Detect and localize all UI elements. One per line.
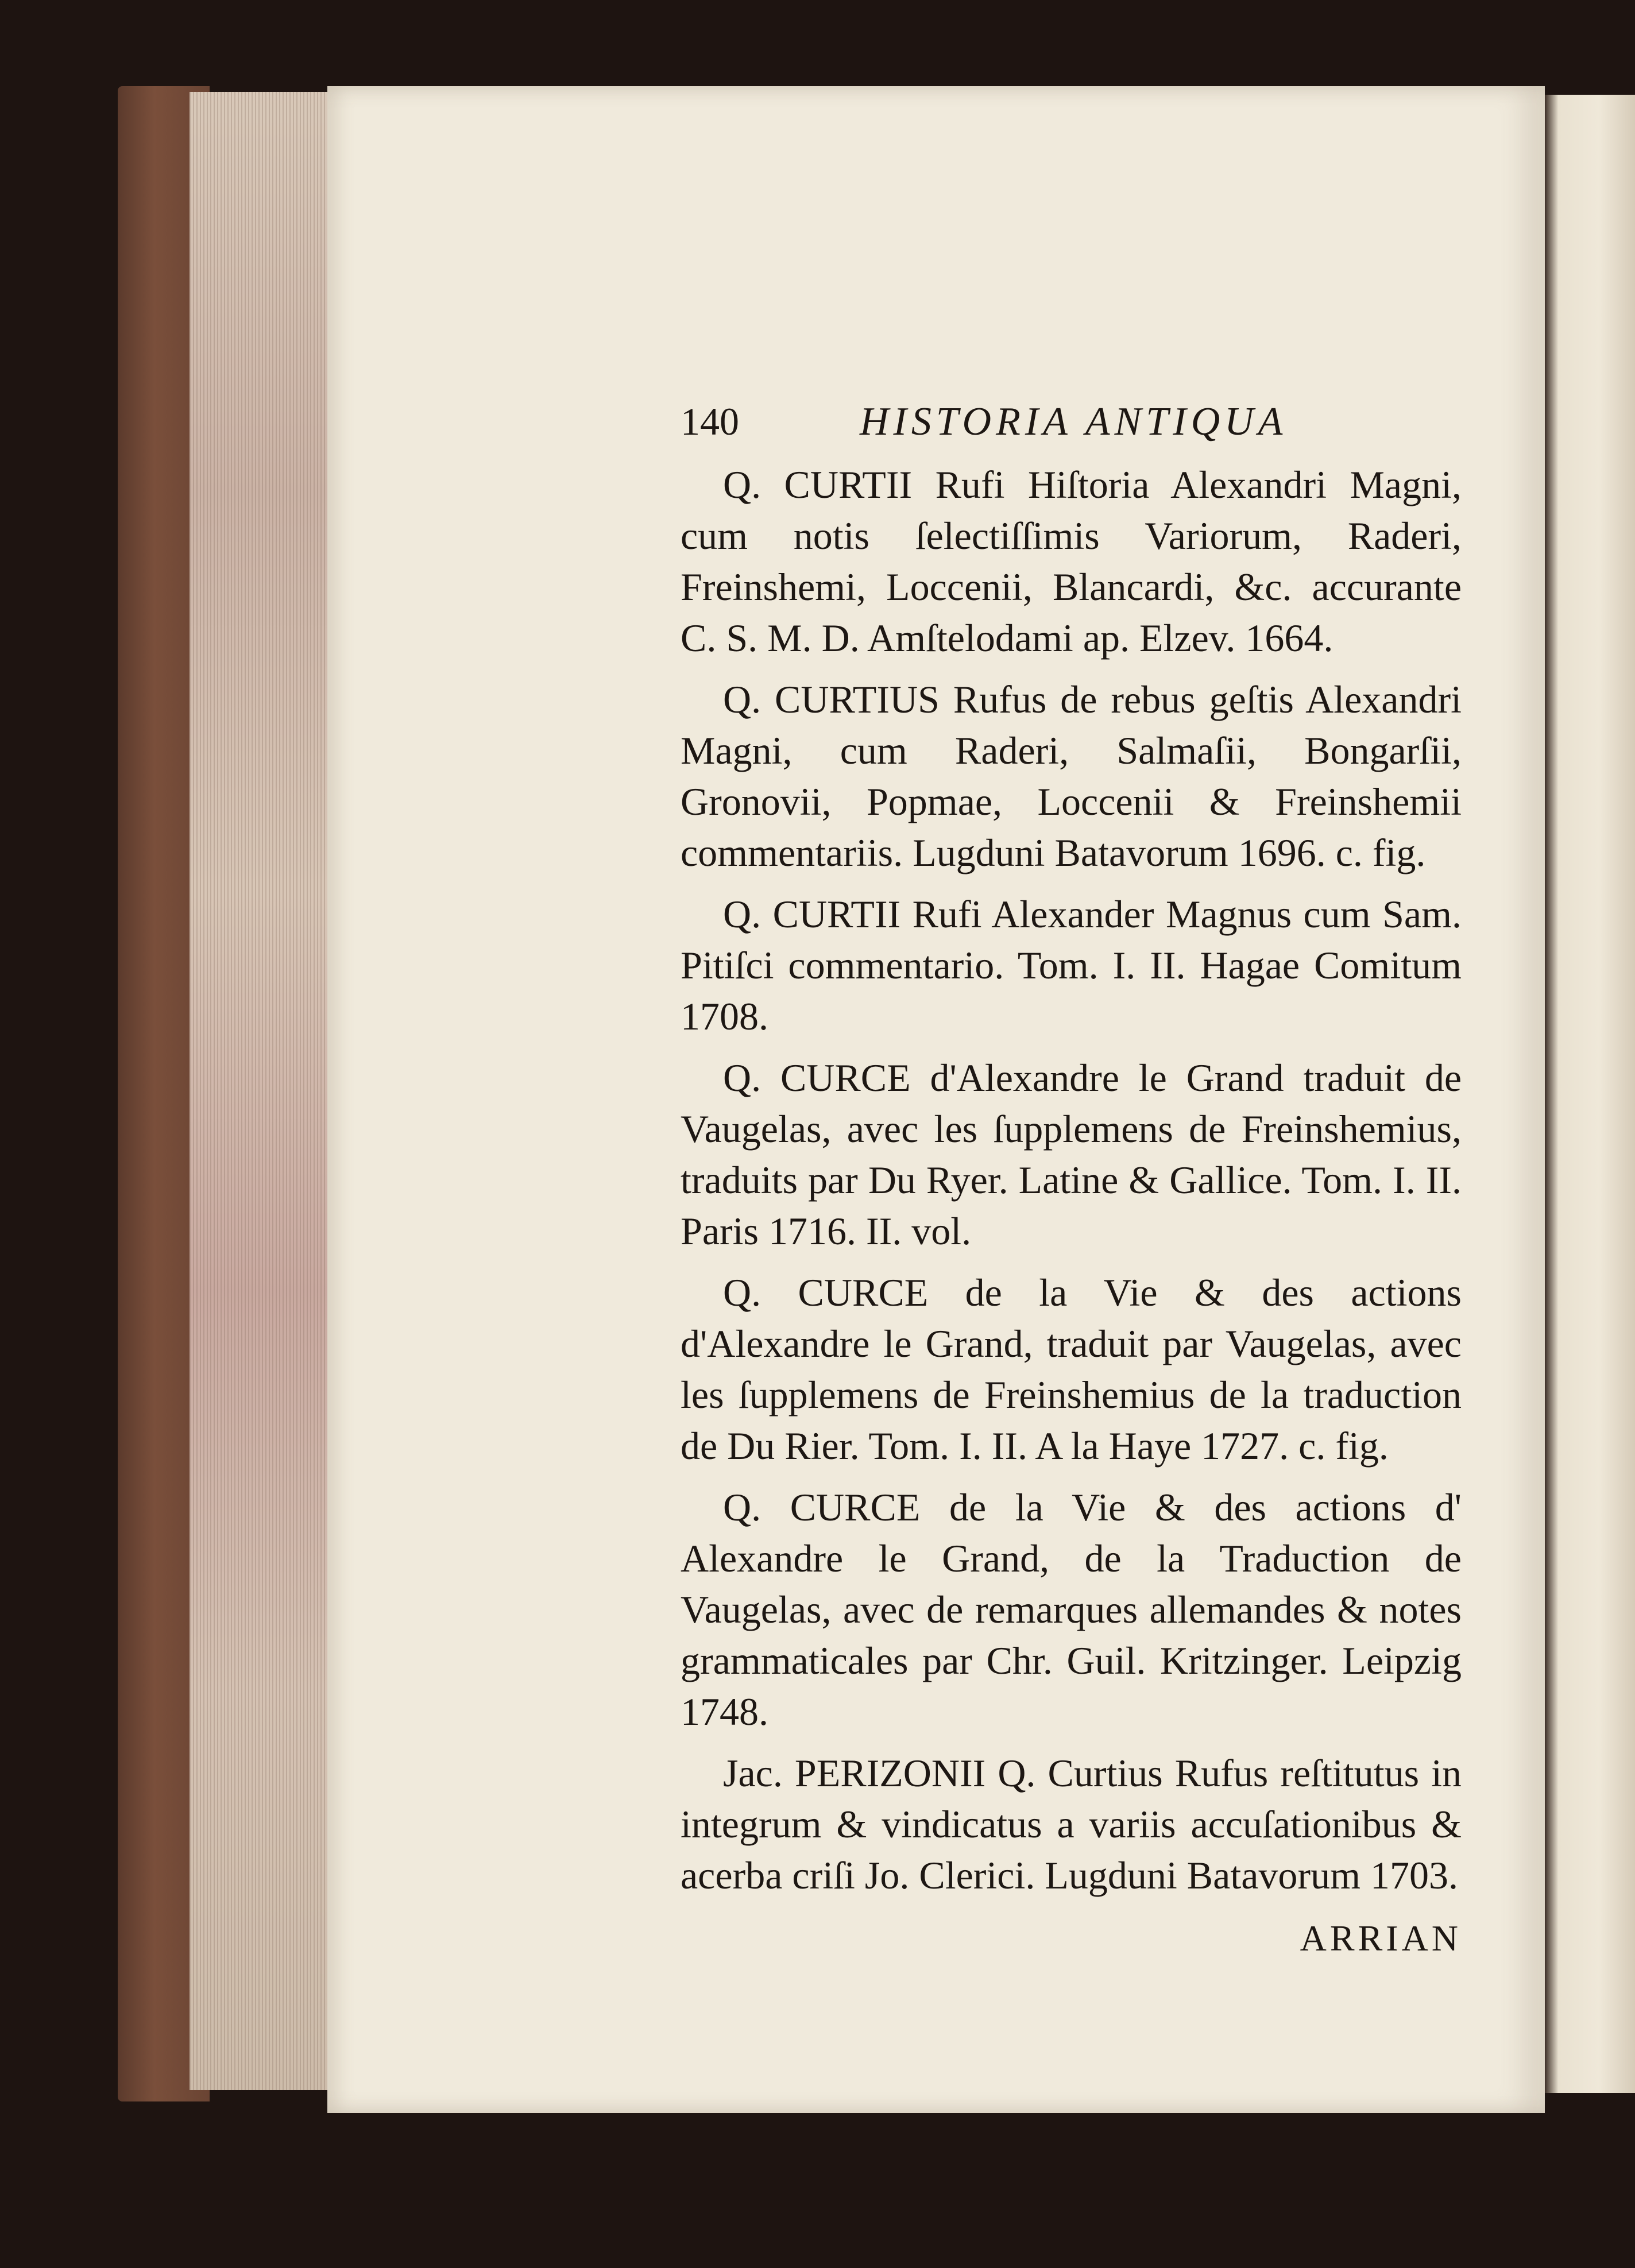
- page-header: [681, 396, 1462, 459]
- facing-page-edge: [1545, 95, 1635, 2093]
- page-text: [681, 396, 1462, 1964]
- bibliography-entry: Q. CURTIUS Rufus de rebus geſtis Alexandri Magni, cum Raderi, Salmaſii, Bongarſii, Gronovii, Popmae, Loccenii & Freinshemii commentariis. Lugduni Batavorum 1696. c. fig.: [681, 678, 1462, 874]
- bibliography-entry: Q. CURCE d'Alexandre le Grand traduit de Vaugelas, avec les ſupplemens de Freinshemius, traduits par Du Ryer. Latine & Gallice. Tom. I. II. Paris 1716. II. vol.: [681, 1056, 1462, 1253]
- running-title: HISTORIA ANTIQUA: [860, 400, 1288, 444]
- page-number: 140: [681, 400, 739, 443]
- bibliography-entry: Jac. PERIZONII Q. Curtius Rufus reſtitutus in integrum & vindicatus a variis accuſationibus & acerba criſi Jo. Clerici. Lugduni Batavorum 1703.: [681, 1751, 1462, 1897]
- page-edges: [190, 92, 333, 2090]
- bibliography-entry: Q. CURTII Rufi Hiſtoria Alexandri Magni, cum notis ſelectiſſimis Variorum, Raderi, Freinshemi, Loccenii, Blancardi, &c. accurante C. S. M. D. Amſtelodami ap. Elzev. 1664.: [681, 463, 1462, 660]
- bibliography-entry: Q. CURCE de la Vie & des actions d' Alexandre le Grand, de la Traduction de Vaugelas, avec de remarques allemandes & notes grammaticales par Chr. Guil. Kritzinger. Leipzig 1748.: [681, 1485, 1462, 1733]
- bibliography-entry: Q. CURTII Rufi Alexander Magnus cum Sam. Pitiſci commentario. Tom. I. II. Hagae Comitum 1708.: [681, 892, 1462, 1038]
- bibliography-entry: Q. CURCE de la Vie & des actions d'Alexandre le Grand, traduit par Vaugelas, avec les ſupplemens de Freinshemius de la traduction de Du Rier. Tom. I. II. A la Haye 1727. c. fig.: [681, 1271, 1462, 1468]
- catchword: ARRIAN: [1300, 1918, 1462, 1959]
